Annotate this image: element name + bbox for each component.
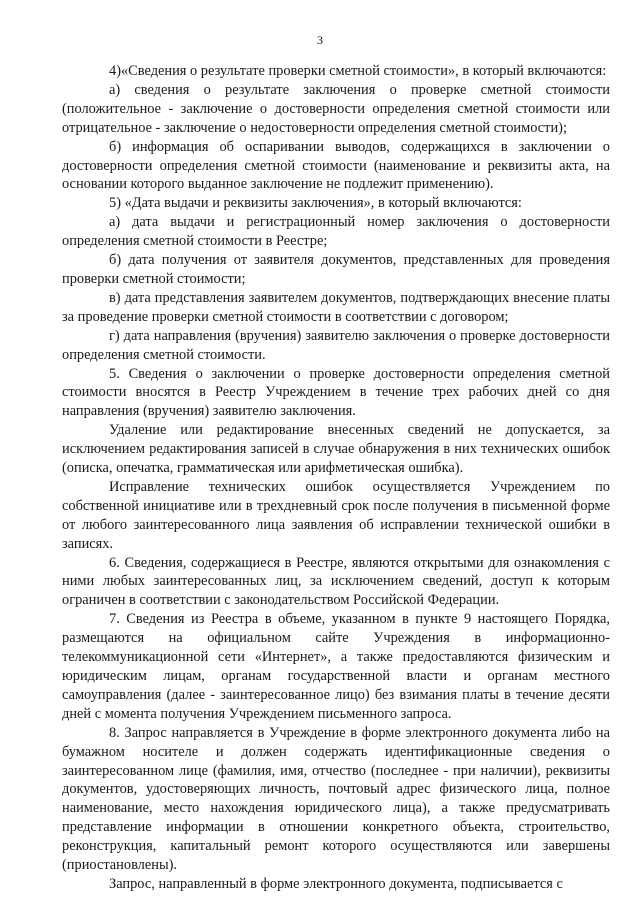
paragraph-section-8: 8. Запрос направляется в Учреждение в форме электронного документа либо на бумажном носителе и должен содержать идентификационные сведения о заинтересованном лице (фамилия, имя, отчество (последнее - при наличии), реквизиты документов, удостоверяющих личность, почтовый адрес физического лица, полное наименование, место нахождения юридического лица), а также предусматривать представление информации в отношении конкретного объекта, строительство, реконструкция, капитальный ремонт которого осуществляются или завершены (приостановлены). bbox=[62, 724, 610, 874]
paragraph-5-header: 5) «Дата выдачи и реквизиты заключения», в который включаются: bbox=[109, 195, 522, 212]
paragraph-section-6: 6. Сведения, содержащиеся в Реестре, являются открытыми для ознакомления с ними любых заинтересованных лиц, за исключением сведений, доступ к которым ограничен в соответствии с законодательством Российской Федерации. bbox=[62, 554, 610, 609]
paragraph-5g: г) дата направления (вручения) заявителю заключения о проверке достоверности определения сметной стоимости. bbox=[62, 327, 610, 363]
paragraph-5v: в) дата представления заявителем документов, подтверждающих внесение платы за проведение проверки сметной стоимости в соответствии с договором; bbox=[62, 289, 610, 325]
page-number: 3 bbox=[317, 33, 323, 47]
document-body bbox=[62, 62, 610, 894]
paragraph-4a: а) сведения о результате заключения о проверке сметной стоимости (положительное - заключение о достоверности определения сметной стоимости или отрицательное - заключение о недостоверности определения сметной стоимости); bbox=[62, 81, 610, 136]
paragraph-section-7: 7. Сведения из Реестра в объеме, указанном в пункте 9 настоящего Порядка, размещаются на официальном сайте Учреждения в информационно-телекоммуникационной сети «Интернет», а также предоставляются физическим и юридическим лицам, органам государственной власти и органам местного самоуправления (далее - заинтересованное лицо) без взимания платы в течение десяти дней с момента получения Учреждением письменного запроса. bbox=[62, 611, 610, 722]
paragraph-5b: б) дата получения от заявителя документов, представленных для проведения проверки сметной стоимости; bbox=[62, 252, 610, 287]
paragraph-5a: а) дата выдачи и регистрационный номер заключения о достоверности определения сметной стоимости в Реестре; bbox=[62, 214, 610, 250]
paragraph-section-5: 5. Сведения о заключении о проверке достоверности определения сметной стоимости вносятся в Реестр Учреждением в течение трех рабочих дней со дня направления (вручения) заявителю заключения. bbox=[62, 365, 610, 420]
paragraph-4-header: 4)«Сведения о результате проверки сметной стоимости», в который включаются: bbox=[109, 63, 607, 79]
paragraph-corrections: Исправление технических ошибок осуществляется Учреждением по собственной инициативе или в трехдневный срок после получения в письменной форме от любого заинтересованного лица заявления об исправлении технической ошибки в записях. bbox=[62, 478, 610, 552]
paragraph-electronic-request: Запрос, направленный в форме электронного документа, подписывается с bbox=[109, 875, 563, 892]
paragraph-no-edit: Удаление или редактирование внесенных сведений не допускается, за исключением редактирования записей в случае обнаружения в них технических ошибок (описка, опечатка, грамматическая или арифметическая ошибка). bbox=[62, 422, 610, 477]
paragraph-4b: б) информация об оспаривании выводов, содержащихся в заключении о достоверности определения сметной стоимости (наименование и реквизиты акта, на основании которого выданное заключение не подлежит применению). bbox=[62, 138, 610, 193]
